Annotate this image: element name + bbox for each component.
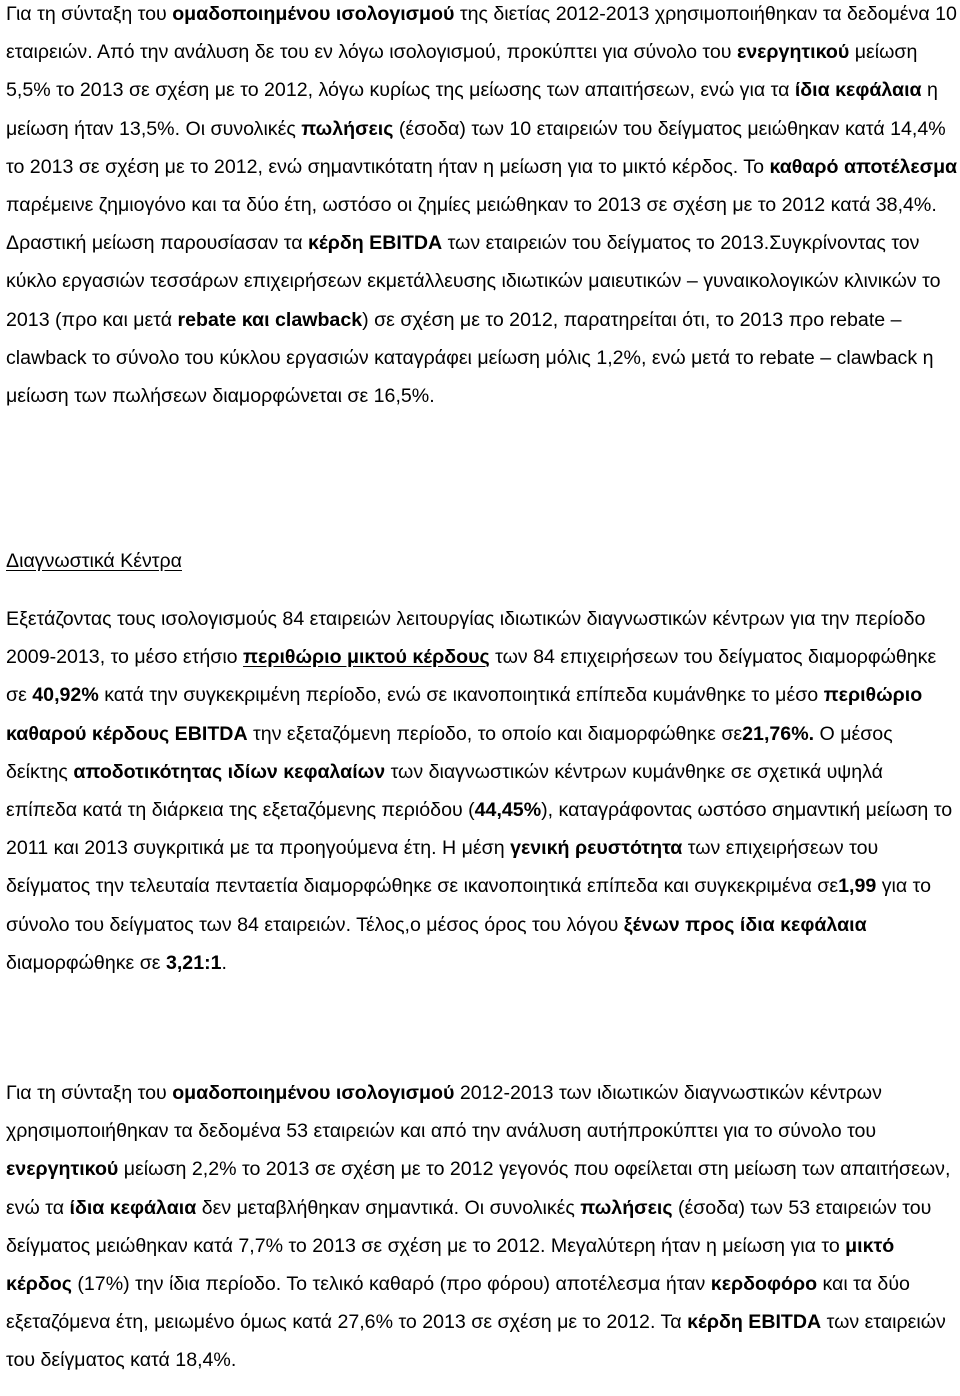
- body-text: η μείωση ήταν 13,5%. Οι συνολικές: [6, 79, 938, 140]
- bold-text: πωλήσεις: [580, 1196, 673, 1219]
- bold-text: 21,76%.: [742, 722, 815, 745]
- body-text: .: [221, 951, 227, 974]
- bold-text: κέρδη EBITDA: [308, 232, 443, 255]
- bold-text: ξένων προς ίδια κεφάλαια: [623, 913, 867, 936]
- body-text: μείωση 2,2% το 2013 σε σχέση με το 2012 γεγονός που οφείλεται στη μείωση των απαιτήσεων, ενώ τα: [6, 1158, 951, 1219]
- body-text: των επιχειρήσεων του δείγματος την τελευταία πενταετία διαμορφώθηκε σε ικανοποιητικά επίπεδα και συγκεκριμένα σε: [6, 837, 879, 898]
- body-text: παρέμεινε ζημιογόνο και τα δύο έτη, ωστόσο οι ζημίες μειώθηκαν το 2013 σε σχέση με το 2012 κατά 38,4%. Δραστική μείωση παρουσίασαν τα: [6, 194, 937, 255]
- bold-text: κερδοφόρο: [710, 1273, 818, 1296]
- body-text: Για τη σύνταξη του: [6, 1082, 173, 1104]
- bold-text: γενική ρευστότητα: [510, 837, 683, 860]
- body-text: (έσοδα) των 10 εταιρειών του δείγματος μειώθηκαν κατά 14,4% το 2013 σε σχέση με το 2012, ενώ σημαντικότατη ήταν η μείωση για το μικτό κέρδος. Το: [6, 117, 946, 178]
- body-text: των 84 επιχειρήσεων του δείγματος διαμορφώθηκε σε: [6, 646, 937, 707]
- bold-text: ομαδοποιημένου ισολογισμού: [172, 3, 455, 25]
- body-text: κατά την συγκεκριμένη περίοδο, ενώ σε ικανοποιητικά επίπεδα κυμάνθηκε το μέσο: [98, 684, 824, 707]
- body-text: Για τη σύνταξη του: [6, 3, 173, 25]
- body-text: ) σε σχέση με το 2012, παρατηρείται ότι, το 2013 προ rebate – clawback το σύνολο του κύκλου εργασιών καταγράφει μείωση μόλις 1,2%, ενώ μετά το rebate – clawback η μείωση των πωλήσεων διαμορφώνεται σε 16,5%.: [6, 308, 934, 408]
- bold-text: rebate και clawback: [177, 308, 363, 331]
- bold-text: πωλήσεις: [301, 117, 394, 140]
- body-text: της διετίας 2012-2013 χρησιμοποιήθηκαν τα δεδομένα 10 εταιρειών. Από την ανάλυση δε του εν λόγω ισολογισμού, προκύπτει για σύνολο του: [6, 3, 957, 64]
- bold-text: μικτό κέρδος: [6, 1234, 895, 1296]
- bold-text: ομαδοποιημένου ισολογισμού: [172, 1082, 455, 1104]
- body-text: των εταιρειών του δείγματος το 2013.Συγκρίνοντας τον κύκλο εργασιών τεσσάρων επιχειρήσεων εκμετάλλευσης ιδιωτικών μαιευτικών – γυναικολογικών κλινικών το 2013 (προ και μετά: [6, 232, 941, 331]
- bold-text: κέρδη EBITDA: [687, 1311, 822, 1334]
- body-text: Ο μέσος δείκτης: [6, 722, 893, 783]
- body-text: (έσοδα) των 53 εταιρειών του δείγματος μειώθηκαν κατά 7,7% το 2013 σε σχέση με το 2012. Μεγαλύτερη ήταν η μείωση για το: [6, 1196, 932, 1257]
- body-text: (17%) την ίδια περίοδο. Το τελικό καθαρό (προ φόρου) αποτέλεσμα ήταν: [71, 1273, 711, 1296]
- body-text: 2012-2013 των ιδιωτικών διαγνωστικών κέντρων χρησιμοποιήθηκαν τα δεδομένα 53 εταιρειών και από την ανάλυση αυτήπροκύπτει για το σύνολο του: [6, 1082, 882, 1143]
- body-text: και τα δύο εξεταζόμενα έτη, μειωμένο όμως κατά 27,6% το 2013 σε σχέση με το 2012. Τα: [6, 1273, 910, 1334]
- bold-text: 40,92%: [32, 684, 99, 707]
- body-text: την εξεταζόμενη περίοδο, το οποίο και διαμορφώθηκε σε: [247, 722, 743, 745]
- bold-text: αποδοτικότητας ιδίων κεφαλαίων: [73, 760, 386, 783]
- bold-text: 1,99: [838, 875, 877, 898]
- body-text: δεν μεταβλήθηκαν σημαντικά. Οι συνολικές: [196, 1196, 581, 1219]
- bold-text: καθαρό αποτέλεσμα: [769, 155, 958, 178]
- paragraph-diagnostic-ratios: [6, 600, 958, 982]
- body-text: για το σύνολο του δείγματος των 84 εταιρειών. Τέλος,ο μέσος όρος του λόγου: [6, 875, 931, 936]
- bold-text: περιθώριο καθαρού κέρδους EBITDA: [6, 684, 923, 745]
- bold-text: ίδια κεφάλαια: [69, 1196, 197, 1219]
- body-text: μείωση 5,5% το 2013 σε σχέση με το 2012, λόγω κυρίως της μείωσης των απαιτήσεων, ενώ για τα: [6, 41, 918, 102]
- body-text: ), καταγράφοντας ωστόσο σημαντική μείωση το 2011 και 2013 συγκριτικά με τα προηγούμενα έτη. Η μέση: [6, 799, 953, 860]
- section-heading-diagnostic-centers: Διαγνωστικά Κέντρα: [6, 550, 182, 572]
- bold-text: 3,21:1: [165, 951, 222, 974]
- paragraph-diagnostic-balance-sheet: [6, 1074, 958, 1380]
- body-text: των διαγνωστικών κέντρων κυμάνθηκε σε σχετικά υψηλά επίπεδα κατά τη διάρκεια της εξεταζόμενης περιόδου (: [6, 760, 883, 822]
- bold-text: ενεργητικού: [6, 1158, 119, 1181]
- bold-text: 44,45%: [474, 799, 542, 822]
- bold-text: ίδια κεφάλαια: [794, 79, 922, 102]
- emphasis-text: περιθώριο μικτού κέρδους: [243, 646, 490, 669]
- body-text: Εξετάζοντας τους ισολογισμούς 84 εταιρειών λειτουργίας ιδιωτικών διαγνωστικών κέντρων για την περίοδο 2009-2013, το μέσο ετήσιο: [6, 608, 926, 669]
- bold-underlined-text: [243, 646, 490, 668]
- paragraph-clinics-summary: [6, 0, 958, 415]
- bold-text: ενεργητικού: [736, 41, 850, 64]
- body-text: διαμορφώθηκε σε: [6, 951, 166, 974]
- body-text: των εταιρειών του δείγματος κατά 18,4%.: [6, 1311, 946, 1372]
